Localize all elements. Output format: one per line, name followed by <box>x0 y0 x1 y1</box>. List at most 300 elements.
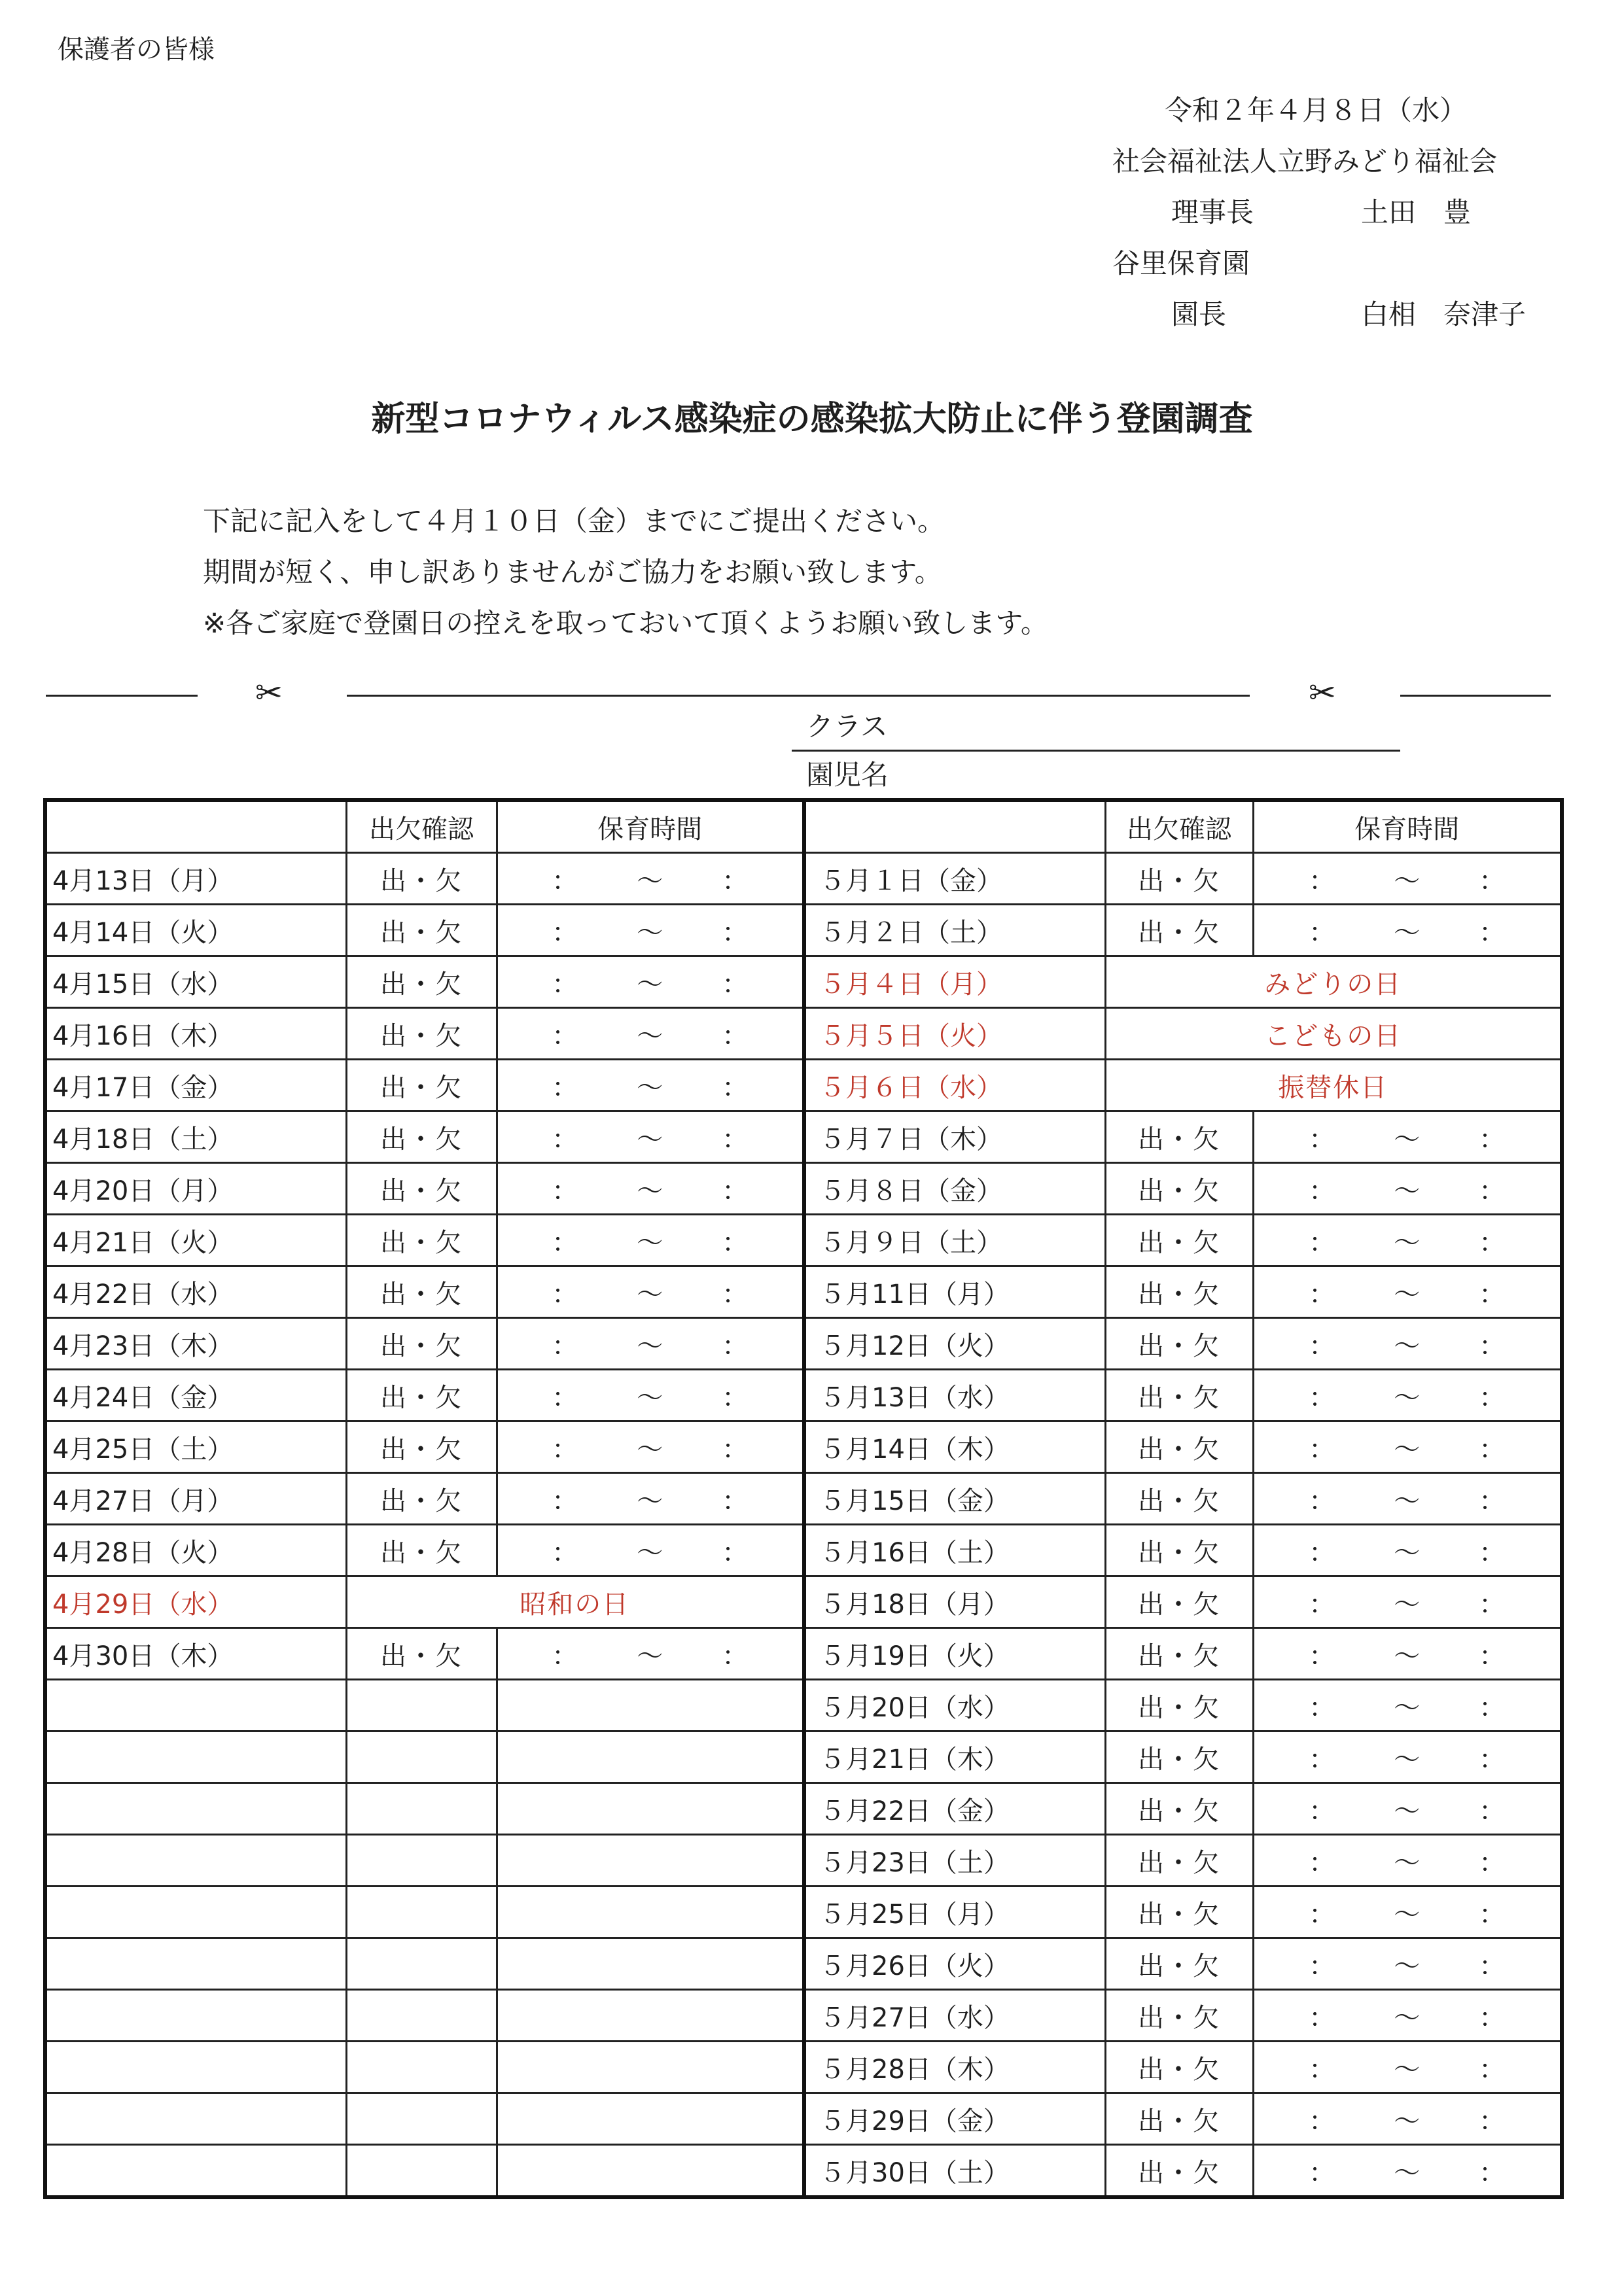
time-separator: 〜 <box>1394 1175 1421 1206</box>
time-separator: 〜 <box>1394 1951 1421 1981</box>
hours-cell[interactable] <box>497 1060 804 1111</box>
date-cell: ５月22日（金） <box>804 1783 1105 1835</box>
empty-hours-cell <box>497 1680 804 1731</box>
table-row <box>45 1318 1562 1370</box>
date-cell: 4月24日（金） <box>45 1370 346 1421</box>
time-separator: 〜 <box>637 1641 663 1671</box>
empty-attendance-cell <box>346 1938 497 1990</box>
attendance-choice[interactable]: 出・欠 <box>1105 1731 1253 1783</box>
hours-cell[interactable] <box>497 1318 804 1370</box>
date-cell: ５月９日（土） <box>804 1215 1105 1266</box>
empty-hours-cell <box>497 1887 804 1938</box>
time-separator: ： <box>722 1486 749 1516</box>
attendance-choice[interactable]: 出・欠 <box>1105 1990 1253 2042</box>
attendance-choice[interactable]: 出・欠 <box>1105 1163 1253 1215</box>
time-separator: ： <box>1479 2106 1506 2136</box>
hours-cell[interactable] <box>497 1215 804 1266</box>
date-cell: ５月15日（金） <box>804 1473 1105 1525</box>
date-cell: ５月１日（金） <box>804 853 1105 905</box>
table-row <box>45 1008 1562 1060</box>
instruction-line: 期間が短く、申し訳ありませんがご協力をお願い致します。 <box>203 556 942 588</box>
hours-cell[interactable] <box>1253 2093 1562 2145</box>
empty-date-cell <box>45 1680 346 1731</box>
time-separator: ： <box>1479 1744 1506 1775</box>
table-row <box>45 1266 1562 1318</box>
hours-cell[interactable] <box>1253 1628 1562 1680</box>
date-cell: 4月13日（月） <box>45 853 346 905</box>
hours-cell[interactable] <box>1253 1990 1562 2042</box>
table-row <box>45 2093 1562 2145</box>
time-separator: ： <box>552 917 578 948</box>
hours-cell[interactable] <box>1253 1421 1562 1473</box>
attendance-choice[interactable]: 出・欠 <box>346 853 497 905</box>
empty-date-cell <box>45 2093 346 2145</box>
time-range[interactable] <box>1309 1222 1505 1259</box>
time-separator: 〜 <box>637 917 663 948</box>
hours-cell[interactable] <box>1253 1887 1562 1938</box>
time-separator: ： <box>1479 2002 1506 2033</box>
date-cell: 4月30日（木） <box>45 1628 346 1680</box>
child-name-label: 園児名 <box>806 759 889 791</box>
time-range[interactable] <box>1309 1325 1505 1363</box>
time-separator: ： <box>1479 2157 1506 2188</box>
attendance-choice[interactable]: 出・欠 <box>1105 1318 1253 1370</box>
date-cell: ５月26日（火） <box>804 1938 1105 1990</box>
time-separator: 〜 <box>1394 1589 1421 1620</box>
time-range[interactable] <box>552 1325 748 1363</box>
time-separator: 〜 <box>1394 1692 1421 1723</box>
time-separator: ： <box>722 1331 749 1361</box>
empty-date-cell <box>45 2145 346 2198</box>
date-cell: ５月16日（土） <box>804 1525 1105 1576</box>
time-separator: ： <box>1479 1537 1506 1568</box>
time-range[interactable] <box>1309 1170 1505 1208</box>
instructions <box>203 496 1048 649</box>
addressee: 保護者の皆様 <box>58 35 215 65</box>
attendance-choice[interactable]: 出・欠 <box>346 1318 497 1370</box>
attendance-choice[interactable]: 出・欠 <box>1105 1783 1253 1835</box>
time-range[interactable] <box>1309 860 1505 897</box>
time-separator: 〜 <box>1394 2106 1421 2136</box>
time-range[interactable] <box>1309 1739 1505 1776</box>
director-name: 白相 奈津子 <box>1361 298 1527 330</box>
date-cell: ５月27日（水） <box>804 1990 1105 2042</box>
empty-date-cell <box>45 1887 346 1938</box>
time-separator: 〜 <box>1394 1279 1421 1310</box>
holiday-date: ５月４日（月） <box>804 956 1105 1008</box>
attendance-choice[interactable]: 出・欠 <box>346 1266 497 1318</box>
time-range[interactable] <box>552 1067 748 1104</box>
time-separator: ： <box>552 1537 578 1568</box>
time-range[interactable] <box>552 1119 748 1156</box>
time-separator: ： <box>722 1382 749 1413</box>
time-separator: ： <box>1479 1382 1506 1413</box>
date-cell: ５月30日（土） <box>804 2145 1105 2198</box>
instruction-line: ※各ご家庭で登園日の控えを取っておいて頂くようお願い致します。 <box>203 607 1048 639</box>
table-row <box>45 2145 1562 2198</box>
date-cell: ５月28日（木） <box>804 2042 1105 2093</box>
date-cell: ５月20日（水） <box>804 1680 1105 1731</box>
time-range[interactable] <box>552 1377 748 1414</box>
time-separator: ： <box>722 1072 749 1103</box>
attendance-choice[interactable]: 出・欠 <box>346 1060 497 1111</box>
time-separator: ： <box>1479 865 1506 896</box>
holiday-name: こどもの日 <box>1105 1008 1562 1060</box>
time-separator: ： <box>552 1072 578 1103</box>
attendance-choice[interactable]: 出・欠 <box>1105 1887 1253 1938</box>
time-separator: ： <box>1479 1227 1506 1258</box>
date-cell: ５月11日（月） <box>804 1266 1105 1318</box>
date-cell: 4月21日（火） <box>45 1215 346 1266</box>
hours-cell[interactable] <box>497 1163 804 1215</box>
time-separator: ： <box>1479 1124 1506 1155</box>
table-row <box>45 1111 1562 1163</box>
date-cell: 4月17日（金） <box>45 1060 346 1111</box>
attendance-choice[interactable]: 出・欠 <box>346 1008 497 1060</box>
attendance-choice[interactable]: 出・欠 <box>346 1421 497 1473</box>
attendance-table <box>43 798 1564 2199</box>
time-range[interactable] <box>552 1274 748 1311</box>
cut-line <box>347 695 1250 697</box>
attendance-choice[interactable]: 出・欠 <box>346 1163 497 1215</box>
time-separator: ： <box>1309 1692 1335 1723</box>
time-separator: 〜 <box>1394 2157 1421 2188</box>
class-field[interactable] <box>792 750 1400 752</box>
time-range[interactable] <box>1309 912 1505 949</box>
date-cell: 4月18日（土） <box>45 1111 346 1163</box>
hours-cell[interactable] <box>1253 1318 1562 1370</box>
empty-attendance-cell <box>346 2042 497 2093</box>
time-range[interactable] <box>552 1170 748 1208</box>
instruction-line: 下記に記入をして４月１０日（金）までにご提出ください。 <box>203 505 945 537</box>
time-range[interactable] <box>552 1480 748 1518</box>
attendance-choice[interactable]: 出・欠 <box>346 905 497 956</box>
time-separator: 〜 <box>637 1331 663 1361</box>
hours-cell[interactable] <box>1253 1938 1562 1990</box>
table-row <box>45 1576 1562 1628</box>
time-separator: 〜 <box>1394 1641 1421 1671</box>
time-range[interactable] <box>552 1015 748 1052</box>
attendance-choice[interactable]: 出・欠 <box>1105 853 1253 905</box>
time-separator: 〜 <box>637 969 663 1000</box>
time-range[interactable] <box>552 912 748 949</box>
time-separator: 〜 <box>637 1486 663 1516</box>
time-range[interactable] <box>1309 2049 1505 2086</box>
hours-cell[interactable] <box>1253 1266 1562 1318</box>
time-range[interactable] <box>1309 1532 1505 1569</box>
time-range[interactable] <box>1309 1635 1505 1673</box>
attendance-choice[interactable]: 出・欠 <box>1105 1421 1253 1473</box>
attendance-choice[interactable]: 出・欠 <box>1105 1680 1253 1731</box>
hours-cell[interactable] <box>1253 1835 1562 1887</box>
time-range[interactable] <box>1309 1790 1505 1828</box>
attendance-choice[interactable]: 出・欠 <box>1105 1111 1253 1163</box>
time-separator: ： <box>722 1641 749 1671</box>
time-separator: ： <box>1479 1641 1506 1671</box>
time-range[interactable] <box>1309 1997 1505 2034</box>
time-range[interactable] <box>1309 1480 1505 1518</box>
time-range[interactable] <box>1309 2152 1505 2189</box>
time-separator: ： <box>1479 1279 1506 1310</box>
time-separator: 〜 <box>1394 1796 1421 1826</box>
hours-cell[interactable] <box>1253 905 1562 956</box>
time-separator: ： <box>1309 917 1335 948</box>
time-separator: ： <box>1479 917 1506 948</box>
attendance-rows <box>45 853 1562 2198</box>
time-separator: 〜 <box>637 865 663 896</box>
empty-date-cell <box>45 1783 346 1835</box>
hours-cell[interactable] <box>1253 1576 1562 1628</box>
attendance-choice[interactable]: 出・欠 <box>346 1525 497 1576</box>
document-title: 新型コロナウィルス感染症の感染拡大防止に伴う登園調査 <box>371 400 1253 439</box>
time-range[interactable] <box>1309 2100 1505 2138</box>
time-separator: ： <box>722 969 749 1000</box>
holiday-date: 4月29日（水） <box>45 1576 346 1628</box>
time-separator: ： <box>722 865 749 896</box>
table-row <box>45 1060 1562 1111</box>
hours-cell[interactable] <box>497 1370 804 1421</box>
time-range[interactable] <box>1309 1842 1505 1879</box>
time-separator: ： <box>1309 1744 1335 1775</box>
cut-line <box>46 695 198 697</box>
date-cell: ５月８日（金） <box>804 1163 1105 1215</box>
time-range[interactable] <box>1309 1687 1505 1724</box>
attendance-choice[interactable]: 出・欠 <box>346 1111 497 1163</box>
time-range[interactable] <box>552 860 748 897</box>
date-cell: ５月18日（月） <box>804 1576 1105 1628</box>
date-cell: ５月７日（木） <box>804 1111 1105 1163</box>
table-row <box>45 1680 1562 1731</box>
table-row <box>45 1783 1562 1835</box>
hours-cell[interactable] <box>1253 1525 1562 1576</box>
time-separator: ： <box>722 1124 749 1155</box>
attendance-choice[interactable]: 出・欠 <box>1105 1938 1253 1990</box>
time-range[interactable] <box>552 964 748 1001</box>
hours-cell[interactable] <box>497 1008 804 1060</box>
empty-attendance-cell <box>346 1783 497 1835</box>
attendance-choice[interactable]: 出・欠 <box>1105 1525 1253 1576</box>
date-header <box>45 800 346 853</box>
time-separator: ： <box>1309 2054 1335 2085</box>
time-separator: ： <box>1309 2002 1335 2033</box>
director-line <box>1112 289 1526 340</box>
time-range[interactable] <box>1309 1119 1505 1156</box>
time-separator: ： <box>1479 1434 1506 1465</box>
time-range[interactable] <box>552 1222 748 1259</box>
time-separator: 〜 <box>1394 1899 1421 1930</box>
hours-cell[interactable] <box>497 956 804 1008</box>
attendance-choice[interactable]: 出・欠 <box>1105 2042 1253 2093</box>
table-row <box>45 1473 1562 1525</box>
time-range[interactable] <box>1309 1274 1505 1311</box>
time-separator: ： <box>1309 1331 1335 1361</box>
attendance-choice[interactable]: 出・欠 <box>1105 1835 1253 1887</box>
time-separator: ： <box>722 1537 749 1568</box>
hours-cell[interactable] <box>1253 1783 1562 1835</box>
attendance-choice[interactable]: 出・欠 <box>1105 905 1253 956</box>
time-separator: ： <box>1309 1175 1335 1206</box>
time-separator: ： <box>552 1124 578 1155</box>
time-separator: ： <box>1309 1899 1335 1930</box>
time-separator: 〜 <box>637 1434 663 1465</box>
time-range[interactable] <box>552 1635 748 1673</box>
hours-cell[interactable] <box>1253 2042 1562 2093</box>
time-separator: ： <box>1309 1641 1335 1671</box>
hours-cell[interactable] <box>1253 1111 1562 1163</box>
time-separator: 〜 <box>637 1020 663 1051</box>
hours-cell[interactable] <box>1253 1370 1562 1421</box>
chair-line <box>1112 187 1526 238</box>
hours-cell[interactable] <box>497 853 804 905</box>
time-separator: ： <box>552 1641 578 1671</box>
empty-hours-cell <box>497 2145 804 2198</box>
date-cell: 4月23日（木） <box>45 1318 346 1370</box>
time-separator: 〜 <box>1394 1382 1421 1413</box>
attendance-choice[interactable]: 出・欠 <box>1105 1628 1253 1680</box>
table-row <box>45 1370 1562 1421</box>
time-separator: ： <box>552 1175 578 1206</box>
school-name: 谷里保育園 <box>1112 247 1250 279</box>
time-separator: ： <box>552 1382 578 1413</box>
hours-cell[interactable] <box>497 1266 804 1318</box>
empty-hours-cell <box>497 1731 804 1783</box>
date-cell: ５月13日（水） <box>804 1370 1105 1421</box>
table-row <box>45 1421 1562 1473</box>
time-separator: ： <box>552 1227 578 1258</box>
time-separator: ： <box>1479 1847 1506 1878</box>
table-row <box>45 853 1562 905</box>
time-separator: 〜 <box>1394 1227 1421 1258</box>
time-range[interactable] <box>1309 1377 1505 1414</box>
time-separator: ： <box>1309 1279 1335 1310</box>
attendance-choice[interactable]: 出・欠 <box>1105 2145 1253 2198</box>
empty-hours-cell <box>497 1835 804 1887</box>
class-label: クラス <box>806 710 888 742</box>
time-separator: 〜 <box>637 1175 663 1206</box>
time-range[interactable] <box>1309 1429 1505 1466</box>
hours-cell[interactable] <box>497 1525 804 1576</box>
hours-header: 保育時間 <box>1253 800 1562 853</box>
table-row <box>45 1525 1562 1576</box>
attendance-choice[interactable]: 出・欠 <box>1105 1215 1253 1266</box>
time-separator: ： <box>552 1279 578 1310</box>
time-separator: 〜 <box>637 1279 663 1310</box>
time-range[interactable] <box>552 1429 748 1466</box>
empty-attendance-cell <box>346 1680 497 1731</box>
hours-cell[interactable] <box>1253 1163 1562 1215</box>
attendance-choice[interactable]: 出・欠 <box>1105 1370 1253 1421</box>
table-row <box>45 1731 1562 1783</box>
chair-name: 土田 豊 <box>1361 196 1472 228</box>
chair-title: 理事長 <box>1171 196 1254 228</box>
time-separator: ： <box>1479 1692 1506 1723</box>
holiday-name: みどりの日 <box>1105 956 1562 1008</box>
hours-cell[interactable] <box>497 1111 804 1163</box>
table-row <box>45 1215 1562 1266</box>
attendance-choice[interactable]: 出・欠 <box>1105 1473 1253 1525</box>
time-separator: 〜 <box>1394 1847 1421 1878</box>
attendance-choice[interactable]: 出・欠 <box>1105 1266 1253 1318</box>
empty-attendance-cell <box>346 1990 497 2042</box>
organization-name: 社会福祉法人立野みどり福祉会 <box>1112 145 1498 177</box>
issue-date: 令和２年４月８日（水） <box>1165 94 1468 126</box>
date-cell: 4月27日（月） <box>45 1473 346 1525</box>
hours-cell[interactable] <box>1253 1731 1562 1783</box>
time-separator: 〜 <box>637 1382 663 1413</box>
time-separator: ： <box>552 1434 578 1465</box>
holiday-name: 昭和の日 <box>346 1576 804 1628</box>
holiday-name: 振替休日 <box>1105 1060 1562 1111</box>
hours-cell[interactable] <box>1253 1473 1562 1525</box>
attendance-header: 出欠確認 <box>1105 800 1253 853</box>
time-separator: 〜 <box>637 1227 663 1258</box>
empty-attendance-cell <box>346 1731 497 1783</box>
empty-date-cell <box>45 2042 346 2093</box>
time-range[interactable] <box>1309 1945 1505 1983</box>
time-separator: 〜 <box>1394 1331 1421 1361</box>
time-separator: ： <box>1309 2106 1335 2136</box>
table-row <box>45 956 1562 1008</box>
hours-cell[interactable] <box>497 905 804 956</box>
attendance-choice[interactable]: 出・欠 <box>346 1215 497 1266</box>
table-row <box>45 1990 1562 2042</box>
hours-cell[interactable] <box>497 1421 804 1473</box>
time-separator: 〜 <box>1394 2054 1421 2085</box>
table-row <box>45 905 1562 956</box>
cut-line <box>1400 695 1551 697</box>
time-separator: ： <box>722 1175 749 1206</box>
empty-hours-cell <box>497 1783 804 1835</box>
hours-cell[interactable] <box>1253 853 1562 905</box>
table-row <box>45 2042 1562 2093</box>
time-separator: ： <box>1479 1175 1506 1206</box>
hours-cell[interactable] <box>497 1473 804 1525</box>
hours-cell[interactable] <box>1253 1680 1562 1731</box>
time-separator: ： <box>1479 1589 1506 1620</box>
time-range[interactable] <box>1309 1584 1505 1621</box>
hours-cell[interactable] <box>1253 2145 1562 2198</box>
date-cell: 4月25日（土） <box>45 1421 346 1473</box>
holiday-date: ５月５日（火） <box>804 1008 1105 1060</box>
hours-cell[interactable] <box>1253 1215 1562 1266</box>
time-separator: ： <box>1309 1124 1335 1155</box>
attendance-choice[interactable]: 出・欠 <box>1105 2093 1253 2145</box>
table-header-row <box>45 800 1562 853</box>
attendance-choice[interactable]: 出・欠 <box>1105 1576 1253 1628</box>
attendance-choice[interactable]: 出・欠 <box>346 1628 497 1680</box>
attendance-choice[interactable]: 出・欠 <box>346 956 497 1008</box>
attendance-choice[interactable]: 出・欠 <box>346 1370 497 1421</box>
date-cell: ５月２日（土） <box>804 905 1105 956</box>
date-cell: ５月25日（月） <box>804 1887 1105 1938</box>
empty-attendance-cell <box>346 1887 497 1938</box>
scissors-icon: ✂ <box>1309 674 1336 712</box>
time-range[interactable] <box>1309 1894 1505 1931</box>
time-separator: 〜 <box>1394 1124 1421 1155</box>
time-separator: ： <box>552 1020 578 1051</box>
time-separator: ： <box>1309 1847 1335 1878</box>
attendance-choice[interactable]: 出・欠 <box>346 1473 497 1525</box>
empty-date-cell <box>45 1835 346 1887</box>
hours-cell[interactable] <box>497 1628 804 1680</box>
date-cell: 4月20日（月） <box>45 1163 346 1215</box>
time-separator: ： <box>1479 1899 1506 1930</box>
time-separator: 〜 <box>637 1537 663 1568</box>
date-cell: 4月15日（水） <box>45 956 346 1008</box>
date-cell: ５月21日（木） <box>804 1731 1105 1783</box>
time-range[interactable] <box>552 1532 748 1569</box>
date-cell: ５月14日（木） <box>804 1421 1105 1473</box>
